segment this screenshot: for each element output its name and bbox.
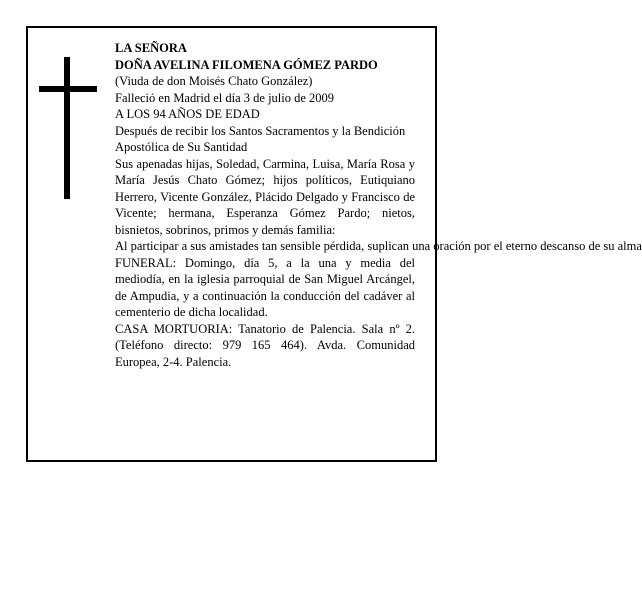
death-details: Falleció en Madrid el día 3 de julio de 2009 (115, 90, 335, 105)
funeral-details: FUNERAL: Domingo, día 5, a la una y media del mediodía, en la iglesia parroquial de San Miguel Arcángel, de Ampudia, y a continuación la conducción del cadáver al cementerio de dicha localidad. (115, 255, 415, 319)
obituary-text (115, 40, 642, 370)
sacraments-line: Después de recibir los Santos Sacramentos y la Bendición Apostólica de Su Santidad (115, 123, 406, 154)
cross-horizontal-bar (39, 86, 97, 92)
obituary-notice (26, 26, 642, 462)
deceased-name: DOÑA AVELINA FILOMENA GÓMEZ PARDO (115, 57, 378, 72)
title: LA SEÑORA (115, 41, 187, 55)
mortuary-details: CASA MORTUORIA: Tanatorio de Palencia. Sala nº 2. (Teléfono directo: 979 165 464). Avda. Comunidad Europea, 2-4. Palencia. (115, 321, 415, 369)
cross-icon (39, 57, 97, 199)
cross-vertical-bar (64, 57, 70, 199)
family-list: Sus apenadas hijas, Soledad, Carmina, Luisa, María Rosa y María Jesús Chato Gómez; hijos políticos, Eutiquiano Herrero, Vicente González, Plácido Delgado y Francisco de Vicente; hermana, Esperanza Gómez Pardo; nietos, bisnietos, sobrinos, primos y demás familia: (115, 156, 415, 237)
widow-of: (Viuda de don Moisés Chato González) (115, 74, 313, 88)
prayer-request: Al participar a sus amistades tan sensible pérdida, suplican una oración por el eterno descanso de su alma (115, 239, 642, 253)
age-at-death: A LOS 94 AÑOS DE EDAD (115, 107, 260, 121)
